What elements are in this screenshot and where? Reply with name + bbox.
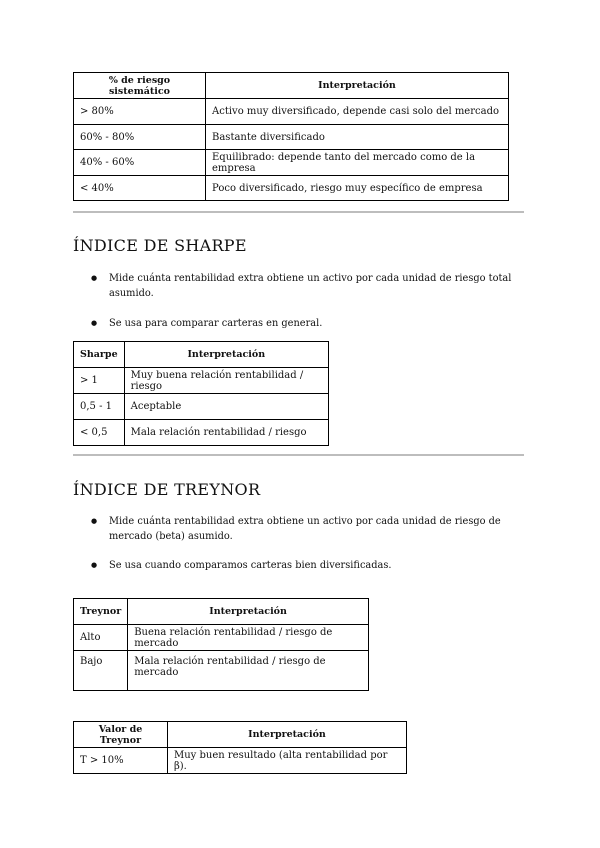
- table-row: [74, 125, 509, 150]
- section-divider: [73, 211, 524, 213]
- table-header-row: [74, 722, 407, 748]
- table-cell: < 40%: [74, 176, 206, 201]
- table-cell: Alto: [74, 625, 128, 651]
- column-header: Sharpe: [74, 342, 125, 368]
- table-row: [74, 748, 407, 774]
- table-cell: 60% - 80%: [74, 125, 206, 150]
- section-title-sharpe: ÍNDICE DE SHARPE: [73, 236, 247, 255]
- column-header: Treynor: [74, 599, 128, 625]
- table-row: [74, 176, 509, 201]
- column-header: Interpretación: [206, 73, 509, 99]
- section-title-treynor: ÍNDICE DE TREYNOR: [73, 480, 261, 499]
- list-item: ● Se usa cuando comparamos carteras bien diversificadas.: [91, 558, 526, 573]
- table-cell: 0,5 - 1: [74, 394, 125, 420]
- list-item: ● Se usa para comparar carteras en general.: [91, 316, 521, 331]
- column-header: Interpretación: [124, 342, 328, 368]
- table-row: [74, 420, 329, 446]
- table-row: [74, 394, 329, 420]
- list-item: ● Mide cuánta rentabilidad extra obtiene un activo por cada unidad de riesgo total asumido.: [91, 271, 521, 301]
- column-header: Interpretación: [168, 722, 407, 748]
- table-cell: Muy buena relación rentabilidad / riesgo: [124, 368, 328, 394]
- table-header-row: [74, 342, 329, 368]
- column-header: % de riesgo sistemático: [74, 73, 206, 99]
- table-cell: > 80%: [74, 99, 206, 125]
- table-cell: < 0,5: [74, 420, 125, 446]
- table-cell: Aceptable: [124, 394, 328, 420]
- section-divider: [73, 454, 524, 456]
- table-header-row: [74, 73, 509, 99]
- column-header: Interpretación: [128, 599, 369, 625]
- systematic-risk-table: [73, 72, 509, 201]
- treynor-value-table: [73, 721, 407, 774]
- table-cell: Bajo: [74, 651, 128, 691]
- table-row: [74, 150, 509, 176]
- table-cell: Mala relación rentabilidad / riesgo de mercado: [128, 651, 369, 691]
- table-row: [74, 651, 369, 691]
- table-cell: > 1: [74, 368, 125, 394]
- table-cell: Poco diversificado, riesgo muy específico de empresa: [206, 176, 509, 201]
- table-row: [74, 625, 369, 651]
- table-row: [74, 99, 509, 125]
- table-header-row: [74, 599, 369, 625]
- table-cell: Activo muy diversificado, depende casi solo del mercado: [206, 99, 509, 125]
- table-cell: Buena relación rentabilidad / riesgo de mercado: [128, 625, 369, 651]
- table-cell: 40% - 60%: [74, 150, 206, 176]
- table-cell: Equilibrado: depende tanto del mercado como de la empresa: [206, 150, 509, 176]
- list-item: ● Mide cuánta rentabilidad extra obtiene un activo por cada unidad de riesgo de mercado (beta) asumido.: [91, 514, 526, 544]
- treynor-table: [73, 598, 369, 691]
- table-cell: Muy buen resultado (alta rentabilidad por β).: [168, 748, 407, 774]
- table-cell: Mala relación rentabilidad / riesgo: [124, 420, 328, 446]
- sharpe-bullet-list: [91, 271, 521, 331]
- sharpe-table: [73, 341, 329, 446]
- column-header: Valor de Treynor: [74, 722, 168, 748]
- table-cell: Bastante diversificado: [206, 125, 509, 150]
- table-cell: T > 10%: [74, 748, 168, 774]
- treynor-bullet-list: [91, 514, 526, 573]
- table-row: [74, 368, 329, 394]
